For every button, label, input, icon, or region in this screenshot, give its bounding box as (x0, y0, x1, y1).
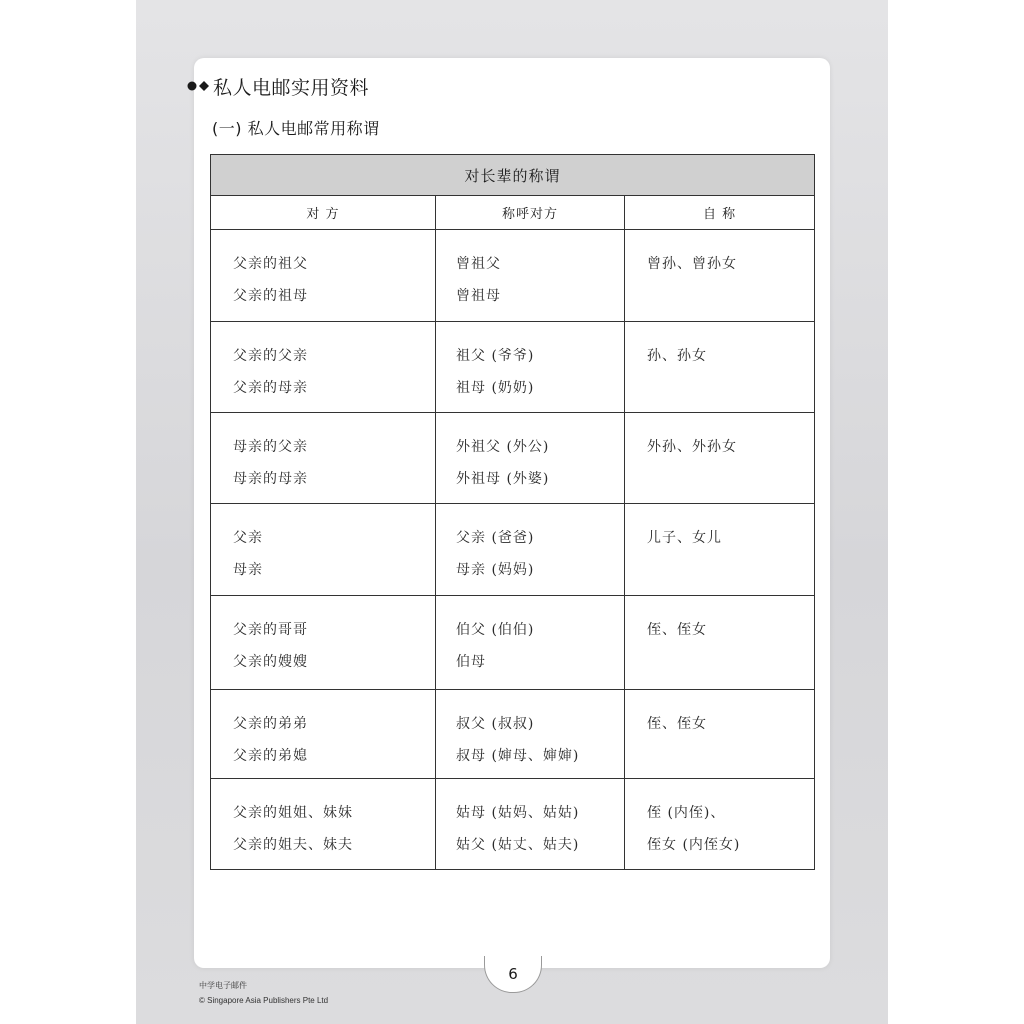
footer-copyright: © Singapore Asia Publishers Pte Ltd (199, 996, 329, 1005)
cell-text: 外孙、外孙女 (647, 439, 737, 455)
cell-text: 父亲的父亲 (233, 348, 308, 364)
cell-text: 母亲的父亲 (233, 439, 308, 455)
cell-text: 母亲 (233, 562, 263, 578)
cell-relation (211, 596, 436, 690)
table-row (211, 690, 815, 779)
cell-text: 父亲的弟媳 (233, 748, 308, 764)
section-title: 私人电邮实用资料 (213, 76, 370, 99)
table-caption: 对长辈的称谓 (211, 155, 815, 196)
footer-series: 中学电子邮件 (199, 981, 247, 990)
cell-self (625, 322, 815, 413)
cell-text: 曾祖父 (456, 256, 501, 272)
cell-text: 儿子、女儿 (647, 530, 722, 546)
kinship-table (210, 154, 815, 870)
cell-address (436, 504, 625, 596)
page-number: 6 (484, 956, 542, 993)
cell-relation (211, 413, 436, 504)
table-row (211, 504, 815, 596)
subsection-title: (一) 私人电邮常用称谓 (212, 119, 380, 138)
cell-address (436, 322, 625, 413)
cell-address (436, 230, 625, 322)
cell-self (625, 413, 815, 504)
cell-text: 父亲 (233, 530, 263, 546)
cell-text: 曾祖母 (456, 288, 501, 304)
cell-self (625, 230, 815, 322)
cell-text: 叔母 (婶母、婶婶) (456, 748, 580, 764)
cell-text: 父亲 (爸爸) (456, 530, 535, 546)
cell-text: 侄、侄女 (647, 622, 707, 638)
table-row (211, 596, 815, 690)
cell-self (625, 596, 815, 690)
header-relation: 对 方 (211, 196, 436, 230)
cell-text: 父亲的母亲 (233, 380, 308, 396)
cell-address (436, 413, 625, 504)
cell-text: 祖父 (爷爷) (456, 348, 535, 364)
cell-text: 父亲的嫂嫂 (233, 654, 308, 670)
cell-text: 姑母 (姑妈、姑姑) (456, 805, 580, 821)
table-row (211, 779, 815, 870)
cell-text: 曾孙、曾孙女 (647, 256, 737, 272)
cell-text: 母亲 (妈妈) (456, 562, 535, 578)
cell-text: 父亲的弟弟 (233, 716, 308, 732)
cell-text: 伯父 (伯伯) (456, 622, 535, 638)
cell-address (436, 779, 625, 870)
cell-text: 祖母 (奶奶) (456, 380, 535, 396)
cell-relation (211, 779, 436, 870)
header-address: 称呼对方 (436, 196, 625, 230)
cell-text: 侄女 (内侄女) (647, 837, 741, 853)
cell-address (436, 690, 625, 779)
cell-self (625, 779, 815, 870)
cell-text: 父亲的哥哥 (233, 622, 308, 638)
cell-text: 父亲的祖父 (233, 256, 308, 272)
cell-self (625, 504, 815, 596)
table-row (211, 230, 815, 322)
cell-text: 父亲的姐姐、妹妹 (233, 805, 353, 821)
cell-relation (211, 504, 436, 596)
cell-self (625, 690, 815, 779)
cell-text: 姑父 (姑丈、姑夫) (456, 837, 580, 853)
table-row (211, 322, 815, 413)
section-heading (186, 72, 369, 100)
cell-relation (211, 690, 436, 779)
cell-text: 侄 (内侄)、 (647, 805, 726, 821)
cell-relation (211, 230, 436, 322)
cell-relation (211, 322, 436, 413)
cell-address (436, 596, 625, 690)
cell-text: 父亲的姐夫、妹夫 (233, 837, 353, 853)
bullet-diamond-icon (186, 79, 210, 93)
cell-text: 侄、侄女 (647, 716, 707, 732)
cell-text: 父亲的祖母 (233, 288, 308, 304)
cell-text: 母亲的母亲 (233, 471, 308, 487)
cell-text: 外祖母 (外婆) (456, 471, 550, 487)
table-row (211, 413, 815, 504)
cell-text: 外祖父 (外公) (456, 439, 550, 455)
header-self: 自 称 (625, 196, 815, 230)
cell-text: 叔父 (叔叔) (456, 716, 535, 732)
cell-text: 孙、孙女 (647, 348, 707, 364)
cell-text: 伯母 (456, 654, 486, 670)
